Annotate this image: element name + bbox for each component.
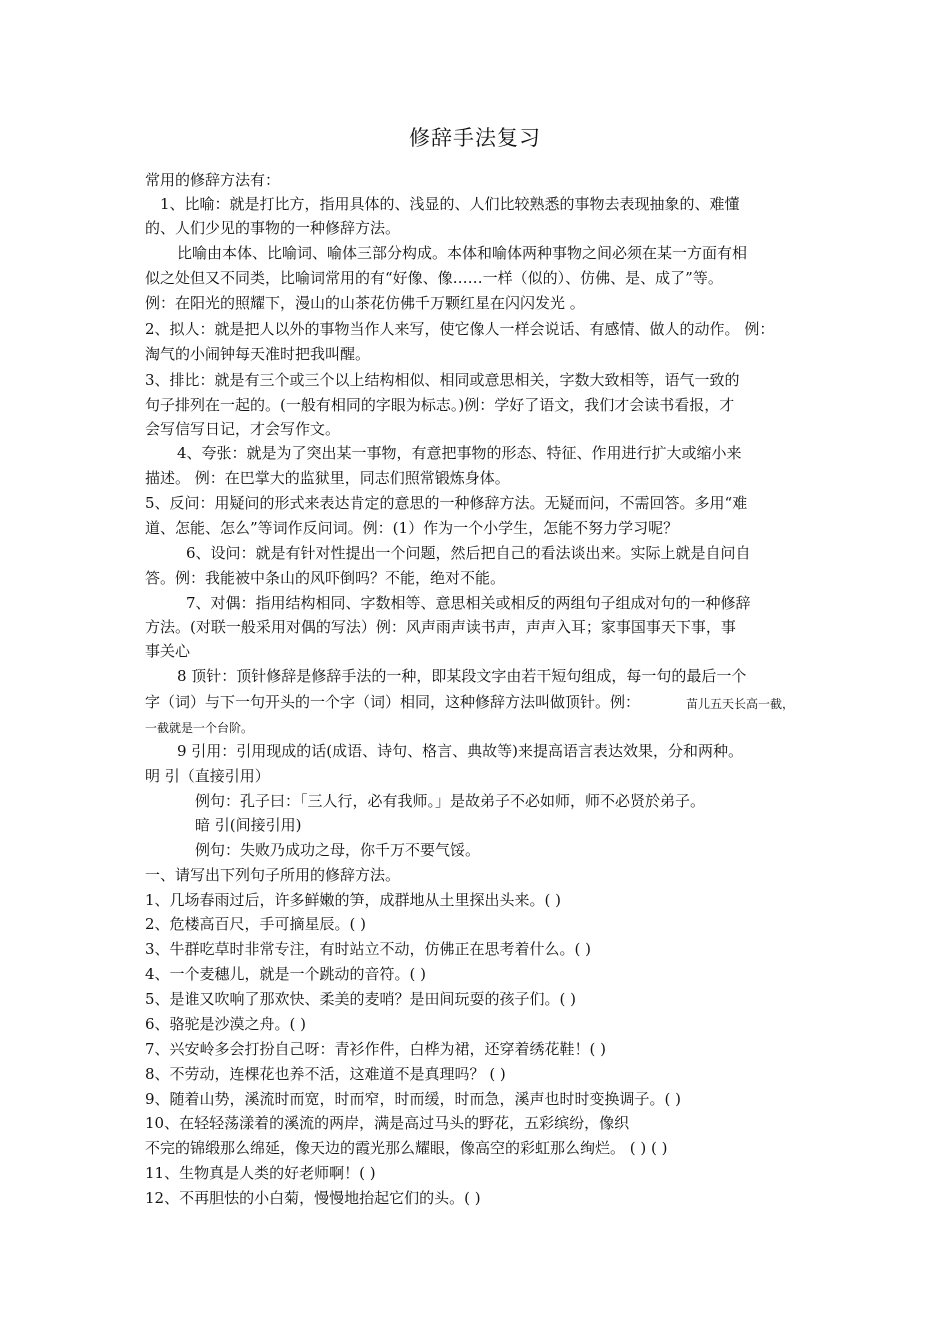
text-line: 例句：孔子曰：「三人行，必有我师。」是故弟子不必如师，师不必贤於弟子。 [195, 792, 706, 810]
text-line: 6、设问：就是有针对性提出一个问题，然后把自己的看法谈出来。实际上就是自问自 [186, 544, 751, 562]
exercise-item: 7、兴安岭多会打扮自己呀：青衫作件，白桦为裙，还穿着绣花鞋！( ) [145, 1040, 607, 1058]
intro-line: 常用的修辞方法有： [145, 171, 281, 189]
text-line: 3、排比：就是有三个或三个以上结构相似、相同或意思相关，字数大致相等，语气一致的 [145, 371, 740, 389]
text-line: 暗 引(间接引用) [195, 816, 302, 834]
page-title: 修辞手法复习 [409, 126, 541, 150]
text-line: 方法。(对联一般采用对偶的写法）例：风声雨声读书声，声声入耳；家事国事天下事，事 [145, 618, 736, 636]
exercise-heading: 一、请写出下列句子所用的修辞方法。 [145, 866, 401, 884]
text-line: 2、拟人：就是把人以外的事物当作人来写，使它像人一样会说话、有感情、做人的动作。 例： [145, 320, 775, 338]
text-line: 1、比喻：就是打比方，指用具体的、浅显的、人们比较熟悉的事物去表现抽象的、难懂 [160, 195, 740, 213]
text-line: 4、夸张：就是为了突出某一事物，有意把事物的形态、特征、作用进行扩大或缩小来 [177, 444, 742, 462]
exercise-item: 10、在轻轻荡漾着的溪流的两岸，满是高过马头的野花，五彩缤纷，像织 [145, 1114, 630, 1132]
exercise-item: 6、骆驼是沙漠之舟。( ) [145, 1015, 307, 1033]
text-line: 5、反问：用疑问的形式来表达肯定的意思的一种修辞方法。无疑而问，不需回答。多用“难 [145, 494, 748, 512]
exercise-item: 4、一个麦穗儿，就是一个跳动的音符。( ) [145, 965, 427, 983]
exercise-item: 8、不劳动，连棵花也养不活，这难道不是真理吗？ ( ) [145, 1065, 506, 1083]
exercise-item: 1、几场春雨过后，许多鲜嫩的笋，成群地从土里探出头来。( ) [145, 891, 562, 909]
example-small-text: 一截就是一个台阶。 [145, 721, 254, 735]
exercise-item: 3、牛群吃草时非常专注，有时站立不动，仿佛正在思考着什么。( ) [145, 940, 592, 958]
text-line: 答。例：我能被中条山的风吓倒吗？不能，绝对不能。 [145, 569, 506, 587]
text-line: 例：在阳光的照耀下，漫山的山茶花仿佛千万颗红星在闪闪发光 。 [145, 294, 585, 312]
text-line: 会写信写日记，才会写作文。 [145, 420, 341, 438]
text-line: 7、对偶：指用结构相同、字数相等、意思相关或相反的两组句子组成对句的一种修辞 [186, 594, 751, 612]
exercise-item: 9、随着山势，溪流时而宽，时而窄，时而缓，时而急，溪声也时时变换调子。( ) [145, 1090, 682, 1108]
text-line: 的、人们少见的事物的一种修辞方法。 [145, 219, 401, 237]
text-line: 句子排列在一起的。(一般有相同的字眼为标志。)例：学好了语文，我们才会读书看报，才 [145, 396, 735, 414]
text-line: 例句：失败乃成功之母，你千万不要气馁。 [195, 841, 481, 859]
text-line: 描述。 例：在巴掌大的监狱里，同志们照常锻炼身体。 [145, 469, 510, 487]
text-line: 淘气的小闹钟每天准时把我叫醒。 [145, 345, 371, 363]
text-line: 道、怎能、怎么”等词作反问词。例：(1）作为一个小学生，怎能不努力学习呢？ [145, 519, 679, 537]
exercise-item: 12、不再胆怯的小白菊，慢慢地抬起它们的头。( ) [145, 1189, 481, 1207]
exercise-item: 2、危楼高百尺，手可摘星辰。( ) [145, 915, 367, 933]
text-line: 似之处但又不同类，比喻词常用的有“好像、像……一样（似的）、仿佛、是、成了”等。 [145, 269, 723, 287]
exercise-item: 不完的锦缎那么绵延，像天边的霞光那么耀眼，像高空的彩虹那么绚烂。 ( ) ( ) [145, 1139, 668, 1157]
text-line: 8 顶针：顶针修辞是修辞手法的一种，即某段文字由若干短句组成，每一句的最后一个 [177, 667, 747, 685]
text-line: 事关心 [145, 642, 191, 660]
text-line: 字（词）与下一句开头的一个字（词）相同，这种修辞方法叫做顶针。例： [145, 693, 641, 711]
exercise-item: 11、生物真是人类的好老师啊！( ) [145, 1164, 376, 1182]
example-small-text: 苗儿五天长高一截， [686, 697, 795, 711]
text-line: 明 引（直接引用） [145, 767, 270, 785]
text-line: 9 引用：引用现成的话(成语、诗句、格言、典故等)来提高语言表达效果，分和两种。 [177, 742, 744, 760]
text-line: 比喻由本体、比喻词、喻体三部分构成。本体和喻体两种事物之间必须在某一方面有相 [177, 244, 748, 262]
exercise-item: 5、是谁又吹响了那欢快、柔美的麦哨？是田间玩耍的孩子们。( ) [145, 990, 577, 1008]
